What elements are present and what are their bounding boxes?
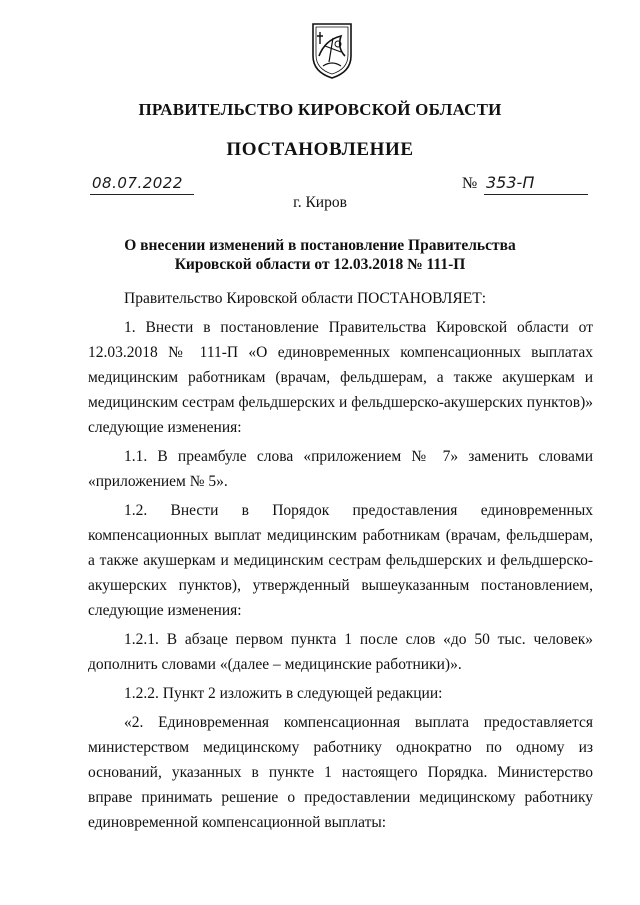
city-name: г. Киров [293, 194, 347, 211]
document-number: 353-П [486, 173, 535, 192]
government-title: ПРАВИТЕЛЬСТВО КИРОВСКОЙ ОБЛАСТИ [138, 100, 502, 119]
resolution-preamble: Правительство Кировской области ПОСТАНОВЛЯЕТ: [124, 290, 487, 307]
document-number-line [484, 174, 588, 195]
document-type-title: ПОСТАНОВЛЕНИЕ [226, 139, 414, 160]
document-subject [0, 236, 640, 274]
number-sign: № [462, 175, 478, 192]
document-date: 08.07.2022 [92, 174, 183, 192]
paragraph-1-2-1: 1.2.1. В абзаце первом пункта 1 после слов «до 50 тыс. человек» дополнить словами «(далее – медицинские работники)». [88, 631, 593, 673]
coat-of-arms-icon [311, 22, 353, 80]
subject-line-2: Кировской области от 12.03.2018 № 111-П [174, 256, 466, 273]
paragraph-1-1: 1.1. В преамбуле слова «приложением № 7» заменить словами «приложением № 5». [88, 448, 593, 490]
paragraph-1-2-2: 1.2.2. Пункт 2 изложить в следующей редакции: [124, 685, 443, 702]
document-date-field [90, 174, 194, 195]
document-body [88, 286, 593, 839]
paragraph-point-2-text: «2. Единовременная компенсационная выплата предоставляется министерством медицинскому работнику однократно по одному из оснований, указанных в пункте 1 настоящего Порядка. Министерство вправе принимать решение о предоставлении медицинскому работнику единовременной компенсационной выплаты: [88, 714, 593, 831]
paragraph-1: 1. Внести в постановление Правительства Кировской области от 12.03.2018 № 111-П «О единовременных компенсационных выплатах медицинским работникам (врачам, фельдшерам, а также акушеркам и медицинским сестрам фельдшерских и фельдшерско-акушерских пунктов)» следующие изменения: [88, 319, 593, 436]
subject-line-1: О внесении изменений в постановление Правительства [124, 237, 516, 254]
paragraph-1-2: 1.2. Внести в Порядок предоставления единовременных компенсационных выплат медицинским работникам (врачам, фельдшерам, а также акушеркам и медицинским сестрам фельдшерских и фельдшерско-акушерских пунктов), утвержденный вышеуказанным постановлением, следующие изменения: [88, 502, 593, 619]
